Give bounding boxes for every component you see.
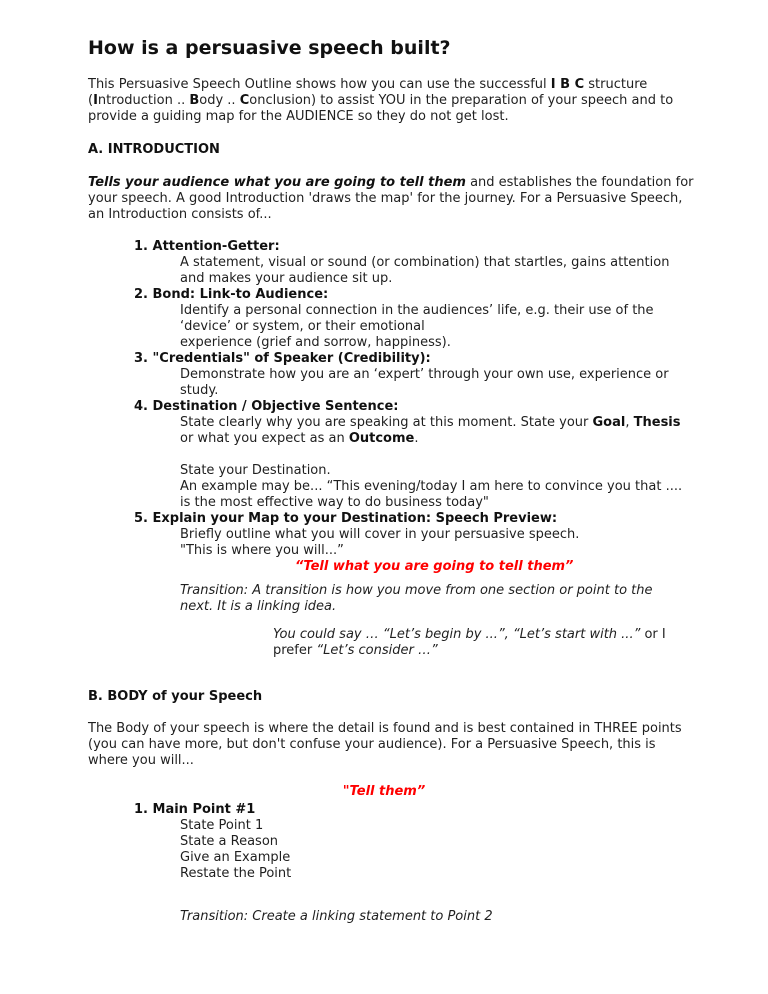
main-point-1-body: State Point 1 State a Reason Give an Example Restate the Point [180,818,292,881]
transition-note-b: Transition: Create a linking statement to Point 2 [180,909,493,924]
overview-paragraph: This Persuasive Speech Outline shows how you can use the successful I B C structure (Introduction .. Body .. Conclusion) to assist YOU in the preparation of your speech and to provide a guiding map for the AUDIENCE so they do not get lost. [88,77,674,124]
intro-item-5-body: Briefly outline what you will cover in your persuasive speech. "This is where you will...” [180,527,580,558]
intro-list [88,239,712,559]
section-a-lead: Tells your audience what you are going to tell them and establishes the foundation for your speech. A good Introduction 'draws the map' for the journey. For a Persuasive Speech, an Introduction consists of... [88,175,694,222]
intro-item-1-body: A statement, visual or sound (or combination) that startles, gains attention and makes your audience sit up. [180,255,670,286]
section-a-heading: A. INTRODUCTION [88,142,220,157]
transition-note-a: Transition: A transition is how you move from one section or point to the next. It is a linking idea. [180,583,653,614]
intro-item-3-heading: 3. "Credentials" of Speaker (Credibility): [134,351,431,366]
intro-item-2-heading: 2. Bond: Link-to Audience: [134,287,329,302]
intro-item-4-body: State clearly why you are speaking at this moment. State your Goal, Thesis or what you expect as an Outcome. State your Destination. An example may be... “This evening/today I am here to convince you that .... is the most effective way to do business today" [180,415,683,510]
could-say-note: You could say … “Let’s begin by ...”, “Let’s start with ...” or I prefer “Let’s consider …” [273,627,666,658]
main-point-1-heading: 1. Main Point #1 [134,802,256,817]
intro-item-2-body: Identify a personal connection in the audiences’ life, e.g. their use of the ‘device’ or system, or their emotional experience (grief and sorrow, happiness). [180,303,654,350]
section-b-lead: The Body of your speech is where the detail is found and is best contained in THREE points (you can have more, but don't confuse your audience). For a Persuasive Speech, this is where you will... [88,721,682,768]
intro-item-3-body: Demonstrate how you are an ‘expert’ through your own use, experience or study. [180,367,669,398]
tell-preview-line: “Tell what you are going to tell them” [295,559,574,574]
document-title: How is a persuasive speech built? [88,37,451,59]
intro-item-1-heading: 1. Attention-Getter: [134,239,280,254]
intro-item-4-heading: 4. Destination / Objective Sentence: [134,399,399,414]
section-b-heading: B. BODY of your Speech [88,689,263,704]
intro-item-5-heading: 5. Explain your Map to your Destination: Speech Preview: [134,511,558,526]
tell-them-line: "Tell them” [342,784,426,799]
